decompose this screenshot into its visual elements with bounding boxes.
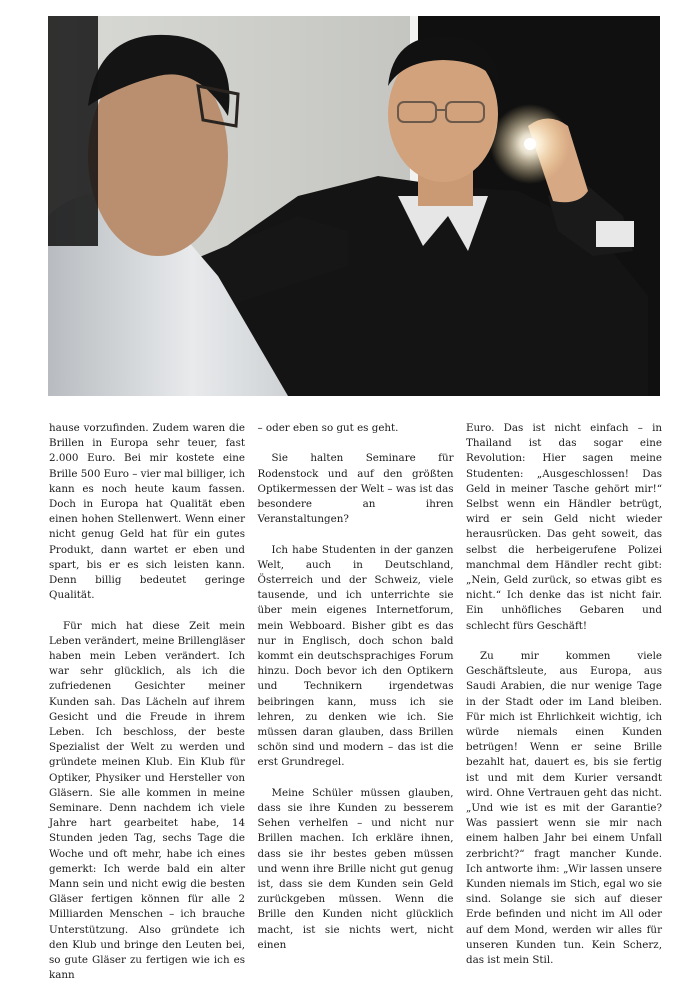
paragraph: hause vorzufinden. Zudem waren die Brillen in Europa sehr teuer, fast 2.000 Euro. Bei mir kostete eine Brille 500 Euro – vier mal billiger, ich kann es noch heute kaum fassen. Doch in Europa hat Qualität eben einen hohen Stellenwert. Wenn einer nicht genug Geld hat für ein gutes Produkt, dann wartet er eben und spart, bis er es sich leisten kann. Denn billig bedeutet geringe Qualität. bbox=[49, 422, 245, 602]
portrait-photo-icon bbox=[48, 16, 660, 396]
article-column-3 bbox=[466, 421, 662, 967]
paragraph: Für mich hat diese Zeit mein Leben verändert, meine Brillengläser haben mein Leben verändert. Ich war sehr glücklich, als ich die zufriedenen Gesichter meiner Kunden sah. Das Lächeln auf ihrem Gesicht und die Freude in ihrem Leben. Ich beschloss, der beste Spezialist der Welt zu werden und gründete meinen Klub. Ein Klub für Optiker, Physiker und Hersteller von Gläsern. Sie alle kommen in meine Seminare. Denn nachdem ich viele Jahre hart gearbeitet habe, 14 Stunden jeden Tag, sechs Tage die Woche und oft mehr, habe ich eines gemerkt: Ich werde bald ein alter Mann sein und nicht ewig die besten Gläser fertigen können für alle 2 Milliarden Menschen – ich brauche Unterstützung. Also gründete ich den Klub und bringe den Leuten bei, so gute Gläser zu fertigen wie ich es kann bbox=[49, 619, 245, 982]
paragraph: – oder eben so gut es geht. bbox=[257, 422, 399, 434]
article-photo bbox=[48, 16, 660, 396]
paragraph: Ich habe Studenten in der ganzen Welt, auch in Deutschland, Österreich und der Schweiz, viele tausende, und ich unterrichte sie über mein eigenes Internetforum, mein Webboard. Bisher gibt es das nur in Englisch, doch schon bald kommt ein deutschsprachiges Forum hinzu. Doch bevor ich den Optikern und Technikern irgendetwas beibringen kann, muss ich sie lehren, zu denken wie ich. Sie müssen daran glauben, dass Brillen schön sind und modern – das ist die erst Grundregel. bbox=[257, 543, 454, 769]
article-column-1 bbox=[49, 421, 245, 982]
article-body bbox=[49, 421, 662, 982]
article-column-2 bbox=[257, 421, 454, 951]
paragraph: Zu mir kommen viele Geschäftsleute, aus Europa, aus Saudi Arabien, die nur wenige Tage in der Stadt oder im Land bleiben. Für mich ist Ehrlichkeit wichtig, ich würde niemals einen Kunden betrügen! Wenn er seine Brille bezahlt hat, dauert es, bis sie fertig ist und mit dem Kurier versandt wird. Ohne Vertrauen geht das nicht. „Und wie ist es mit der Garantie? Was passiert wenn sie mir nach einem halben Jahr bei einem Unfall zerbricht?“ fragt mancher Kunde. Ich antworte ihm: „Wir lassen unsere Kunden niemals im Stich, egal wo sie sind. Solange sie sich auf dieser Erde befinden und nicht im All oder auf dem Mond, werden wir alles für unseren Kunden tun. Kein Scherz, das ist mein Stil. bbox=[466, 650, 662, 967]
paragraph: Euro. Das ist nicht einfach – in Thailand ist das sogar eine Revolution: Hier sagen meine Studenten: „Ausgeschlossen! Das Geld in meiner Tasche gehört mir!“ Selbst wenn ein Händler betrügt, wird er sein Geld nicht wieder herausrücken. Das geht soweit, das selbst die herbeigerufene Polizei manchmal dem Händler recht gibt: „Nein, Geld zurück, so etwas gibt es nicht.“ Ich denke das ist nicht fair. Ein unhöfliches Gebaren und schlecht fürs Geschäft! bbox=[466, 422, 662, 632]
interview-question: Sie halten Seminare für Rodenstock und auf den größten Optikermessen der Welt – was ist das besondere an ihren Veranstaltungen? bbox=[257, 452, 454, 526]
paragraph: Meine Schüler müssen glauben, dass sie ihre Kunden zu besserem Sehen verhelfen – und nicht nur Brillen machen. Ich erkläre ihnen, dass sie ihr bestes geben müssen und wenn ihre Brille nicht gut genug ist, dass sie dem Kunden sein Geld zurückgeben müssen. Wenn die Brille den Kunden nicht glücklich macht, ist sie nichts wert, nicht einen bbox=[257, 786, 454, 951]
